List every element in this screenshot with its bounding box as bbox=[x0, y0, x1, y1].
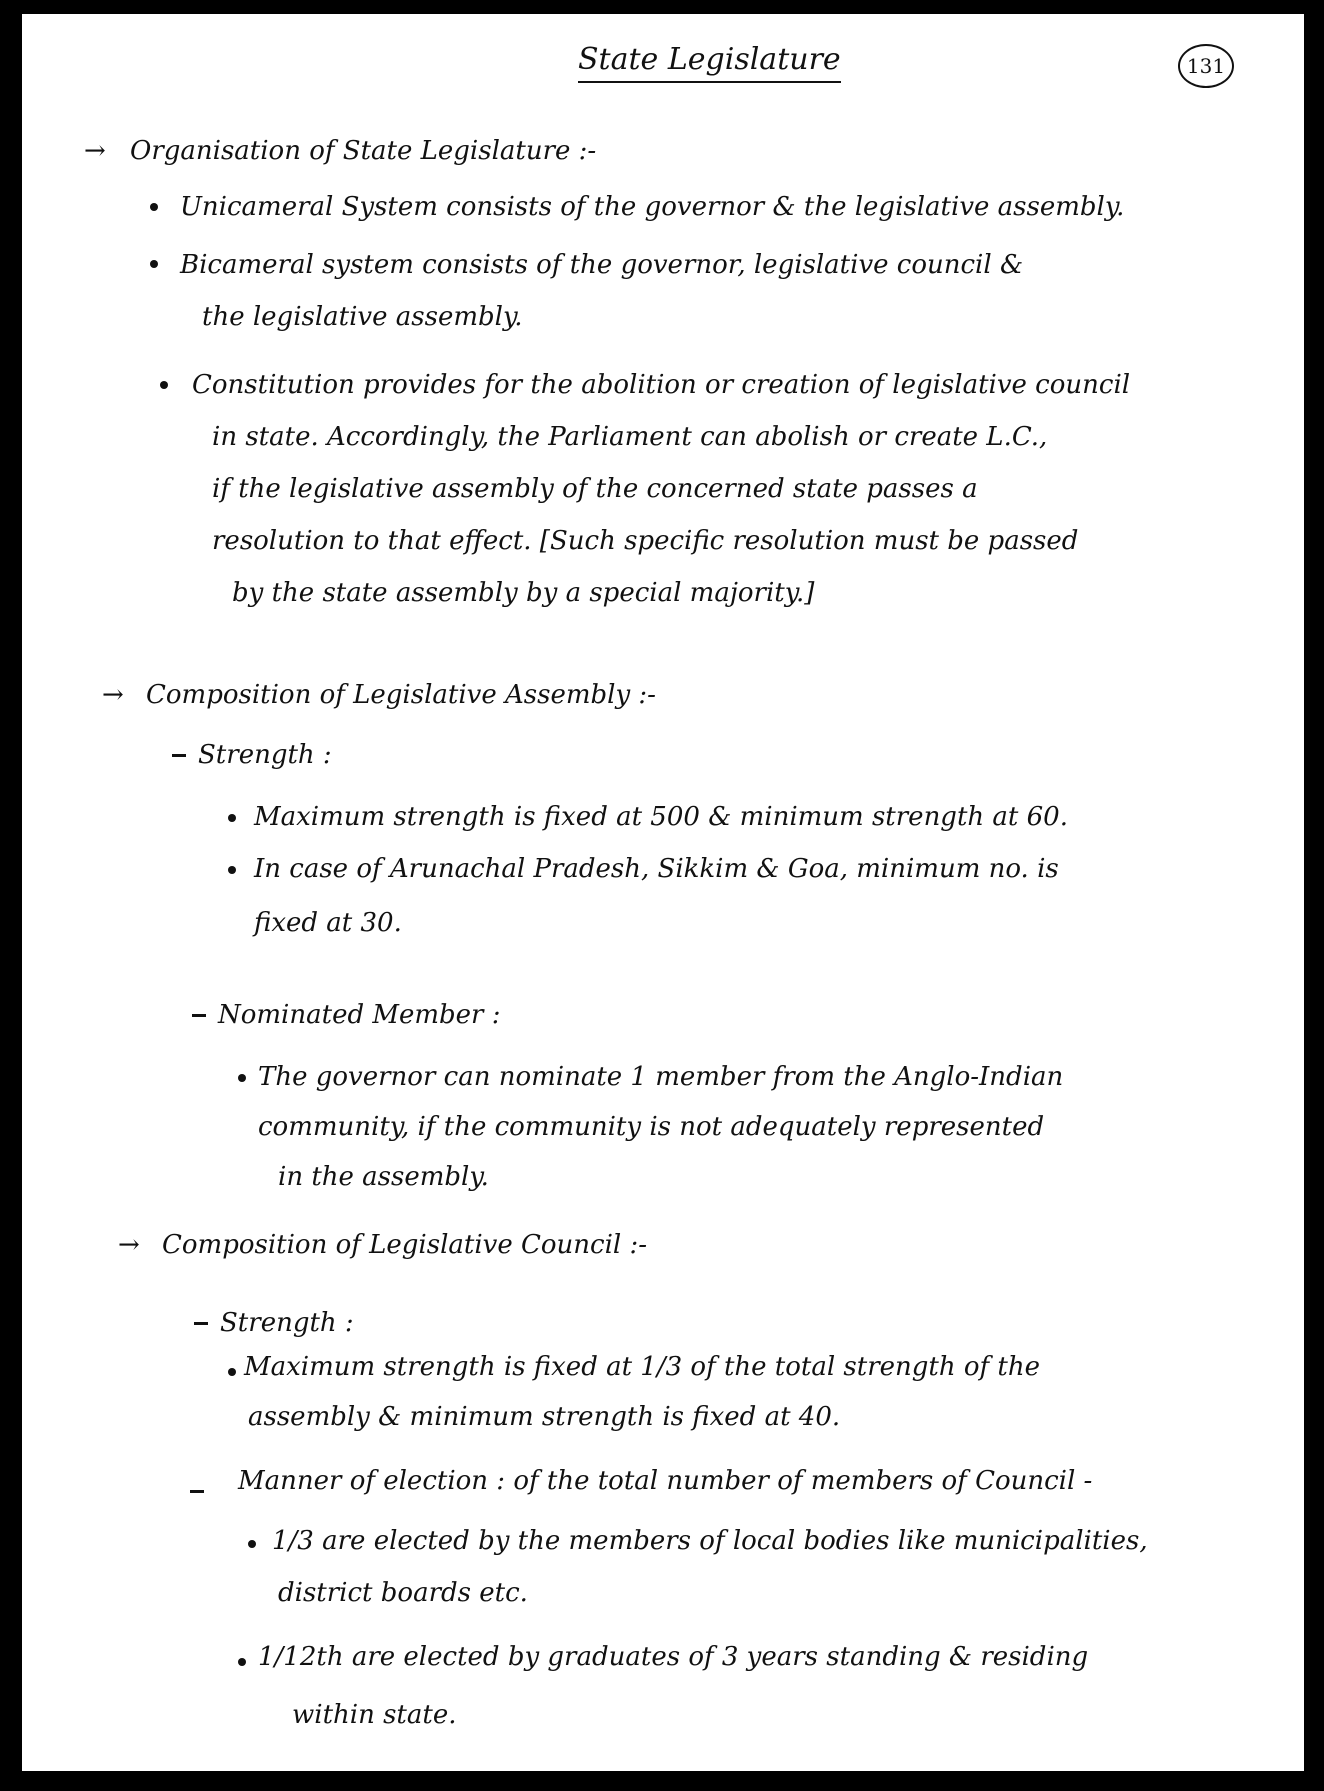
section-heading-assembly: Composition of Legislative Assembly :- bbox=[146, 680, 656, 710]
bullet-icon bbox=[150, 203, 158, 211]
council-manner-1-line-2: district boards etc. bbox=[278, 1578, 528, 1608]
council-manner-label: Manner of election : of the total number of members of Council - bbox=[238, 1466, 1093, 1496]
bullet-icon bbox=[238, 1074, 246, 1082]
council-manner-2-line-2: within state. bbox=[292, 1700, 457, 1730]
arrow-icon: → bbox=[84, 136, 106, 166]
notebook-page bbox=[22, 14, 1304, 1771]
organisation-bullet-1: Unicameral System consists of the governor & the legislative assembly. bbox=[180, 192, 1125, 222]
bullet-icon bbox=[228, 866, 236, 874]
council-strength-1-line-2: assembly & minimum strength is fixed at 40. bbox=[248, 1402, 841, 1432]
page-number: 131 bbox=[1178, 44, 1234, 88]
council-manner-2-line-1: 1/12th are elected by graduates of 3 years standing & residing bbox=[258, 1642, 1089, 1672]
dash-marker bbox=[192, 1014, 206, 1017]
organisation-bullet-2-line-1: Bicameral system consists of the governor, legislative council & bbox=[180, 250, 1024, 280]
assembly-strength-label: Strength : bbox=[198, 740, 332, 770]
bullet-icon bbox=[238, 1658, 246, 1666]
section-heading-council: Composition of Legislative Council :- bbox=[162, 1230, 648, 1260]
organisation-bullet-2-line-2: the legislative assembly. bbox=[202, 302, 523, 332]
bullet-icon bbox=[160, 381, 168, 389]
assembly-strength-2-line-1: In case of Arunachal Pradesh, Sikkim & Goa, minimum no. is bbox=[254, 854, 1059, 884]
assembly-nominated-1-line-3: in the assembly. bbox=[278, 1162, 489, 1192]
assembly-strength-2-line-2: fixed at 30. bbox=[254, 908, 402, 938]
organisation-bullet-3-line-3: if the legislative assembly of the concerned state passes a bbox=[212, 474, 978, 504]
organisation-bullet-3-line-2: in state. Accordingly, the Parliament can abolish or create L.C., bbox=[212, 422, 1048, 452]
dash-marker bbox=[172, 754, 186, 757]
bullet-icon bbox=[248, 1540, 256, 1548]
dash-marker bbox=[190, 1490, 204, 1493]
organisation-bullet-3-line-4: resolution to that effect. [Such specific resolution must be passed bbox=[212, 526, 1079, 556]
dash-marker bbox=[194, 1322, 208, 1325]
arrow-icon: → bbox=[102, 680, 124, 710]
council-strength-label: Strength : bbox=[220, 1308, 354, 1338]
assembly-nominated-label: Nominated Member : bbox=[218, 1000, 501, 1030]
council-manner-1-line-1: 1/3 are elected by the members of local bodies like municipalities, bbox=[272, 1526, 1148, 1556]
bullet-icon bbox=[150, 260, 158, 268]
assembly-nominated-1-line-1: The governor can nominate 1 member from the Anglo-Indian bbox=[258, 1062, 1064, 1092]
council-strength-1-line-1: Maximum strength is fixed at 1/3 of the total strength of the bbox=[244, 1352, 1041, 1382]
organisation-bullet-3-line-5: by the state assembly by a special majority.] bbox=[232, 578, 815, 608]
bullet-icon bbox=[228, 1368, 236, 1376]
assembly-strength-1: Maximum strength is fixed at 500 & minimum strength at 60. bbox=[254, 802, 1068, 832]
organisation-bullet-3-line-1: Constitution provides for the abolition or creation of legislative council bbox=[192, 370, 1131, 400]
page-title: State Legislature bbox=[578, 42, 841, 83]
assembly-nominated-1-line-2: community, if the community is not adequately represented bbox=[258, 1112, 1045, 1142]
arrow-icon: → bbox=[118, 1230, 140, 1260]
section-heading-organisation: Organisation of State Legislature :- bbox=[130, 136, 597, 166]
bullet-icon bbox=[228, 814, 236, 822]
